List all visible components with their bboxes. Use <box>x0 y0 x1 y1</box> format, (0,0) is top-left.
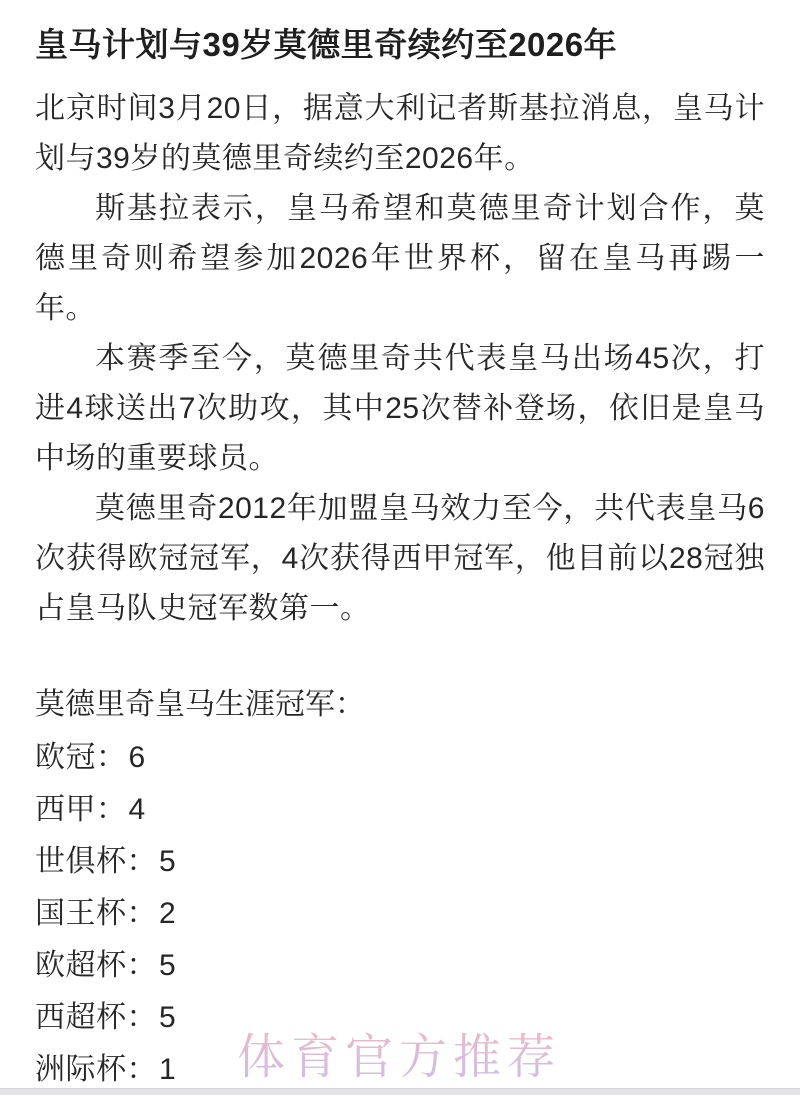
article-body <box>0 22 800 1096</box>
paragraph: 本赛季至今，莫德里奇共代表皇马出场45次，打进4球送出7次助攻，其中25次替补登场，依旧是皇马中场的重要球员。 <box>35 342 765 475</box>
trophy-row <box>35 732 765 784</box>
paragraph-lead: 北京时间3月20日，据意大利记者斯基拉消息，皇马计划与39岁的莫德里奇续约至2026年。 <box>35 92 765 175</box>
trophy-row <box>35 888 765 940</box>
trophy-label: 国王杯 <box>35 897 127 930</box>
trophy-row <box>35 836 765 888</box>
trophy-label: 欧冠 <box>35 741 96 774</box>
trophy-label: 西超杯 <box>35 1001 127 1034</box>
trophy-label: 西甲 <box>35 793 96 826</box>
trophy-label: 洲际杯 <box>35 1053 127 1086</box>
paragraph: 斯基拉表示，皇马希望和莫德里奇计划合作，莫德里奇则希望参加2026年世界杯，留在皇马再踢一年。 <box>35 192 765 325</box>
bottom-divider <box>0 1088 800 1095</box>
trophy-separator: ： <box>126 1001 157 1034</box>
trophy-list <box>35 732 765 1096</box>
trophy-count: 5 <box>159 949 177 982</box>
trophy-count: 5 <box>159 845 177 878</box>
trophy-count: 1 <box>159 1053 177 1086</box>
trophy-row <box>35 992 765 1044</box>
paragraph: 莫德里奇2012年加盟皇马效力至今，共代表皇马6次获得欧冠冠军，4次获得西甲冠军，他目前以28冠独占皇马队史冠军数第一。 <box>35 492 765 625</box>
article-title: 皇马计划与39岁莫德里奇续约至2026年 <box>35 26 618 63</box>
trophy-separator: ： <box>96 741 127 774</box>
trophy-count: 2 <box>159 897 177 930</box>
trophy-row <box>35 784 765 836</box>
trophy-separator: ： <box>126 949 157 982</box>
trophy-count: 4 <box>128 793 146 826</box>
trophy-separator: ： <box>96 793 127 826</box>
trophy-label: 欧超杯 <box>35 949 127 982</box>
trophy-label: 世俱杯 <box>35 845 127 878</box>
trophies-heading: 莫德里奇皇马生涯冠军： <box>35 688 365 721</box>
trophy-separator: ： <box>126 1053 157 1086</box>
trophy-row <box>35 940 765 992</box>
promo-watermark: 体育官方推荐 <box>237 1018 561 1087</box>
trophy-separator: ： <box>126 845 157 878</box>
trophy-separator: ： <box>126 897 157 930</box>
trophy-count: 5 <box>159 1001 177 1034</box>
trophy-count: 6 <box>128 741 146 774</box>
